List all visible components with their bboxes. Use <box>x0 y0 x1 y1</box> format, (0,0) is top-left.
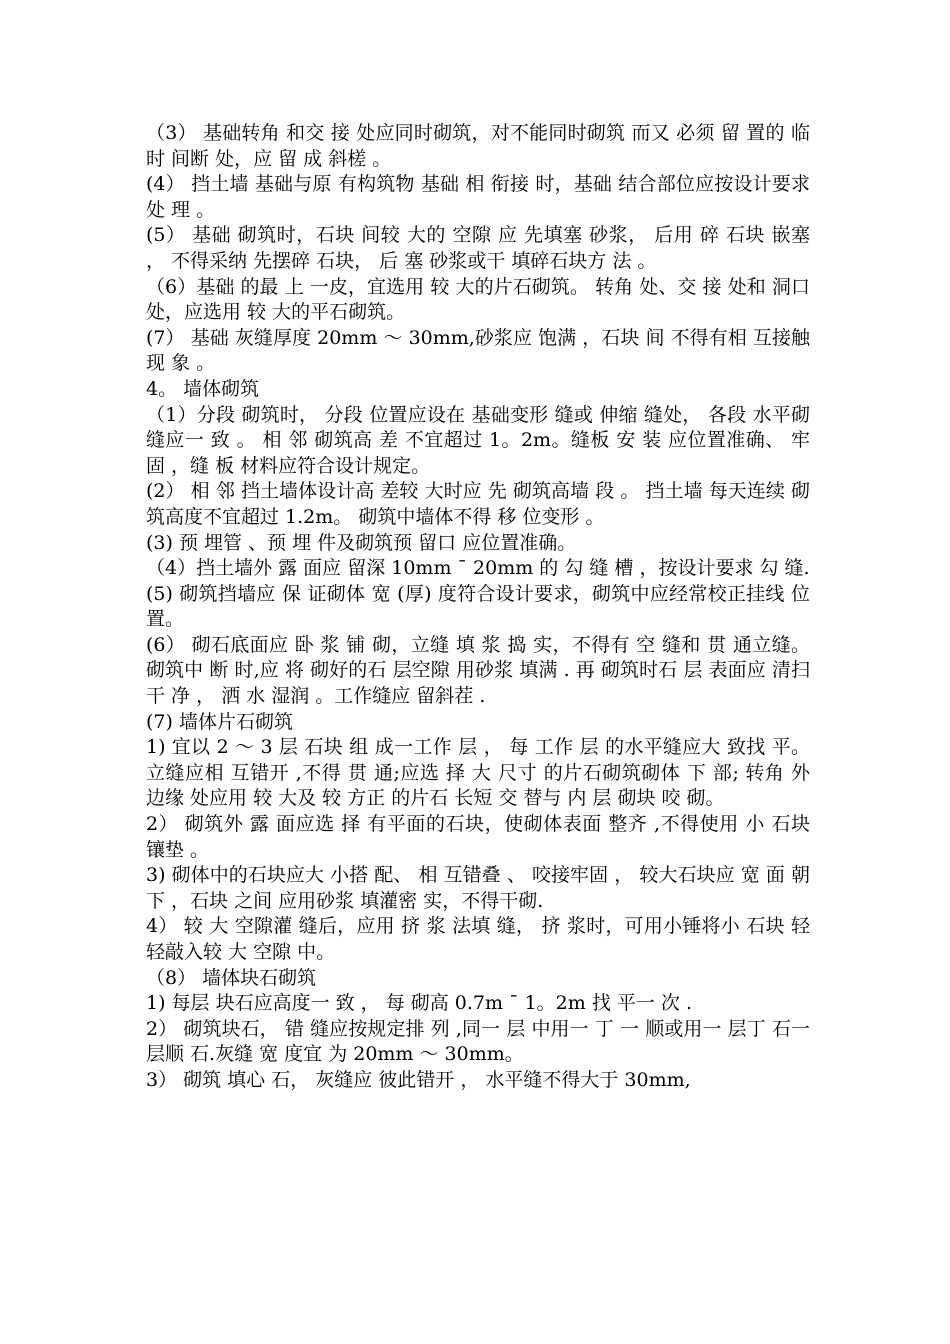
paragraph-wall-thickness: (5) 砌筑挡墙应 保 证砌体 宽 (厚) 度符合设计要求，砌筑中应经常校正挂线 位置。 <box>146 582 810 631</box>
paragraph-wall-segments: （1）分段 砌筑时， 分段 位置应设在 基础变形 缝或 伸缩 缝处， 各段 水平砌缝应一 致 。 相 邻 砌筑高 差 不宜超过 1。2m。缝板 安 装 应位置准确、 牢固 ，缝 板 材料应符合设计规定。 <box>146 403 810 477</box>
paragraph-exposed-joints: （4）挡土墙外 露 面应 留深 10mm ¯ 20mm 的 勾 缝 槽 ，按设计要求 勾 缝. <box>146 557 810 580</box>
paragraph-block-1: 1) 每层 块石应高度一 致 ， 每 砌高 0.7m ¯ 1。2m 找 平一 次 . <box>146 992 692 1015</box>
paragraph-bedding-mortar: (6） 砌石底面应 卧 浆 铺 砌，立缝 填 浆 捣 实，不得有 空 缝和 贯 通立缝。 砌筑中 断 时,应 将 砌好的石 层空隙 用砂浆 填满 . 再 砌筑时石 层 表面应 清扫 干 净 ， 洒 水 湿润 。工作缝应 留斜茬 . <box>146 633 810 708</box>
paragraph-block-3: 3） 砌筑 填心 石， 灰缝应 彼此错开 ， 水平缝不得大于 30mm, <box>146 1068 691 1091</box>
subheading-block-masonry: （8） 墙体块石砌筑 <box>146 966 317 989</box>
paragraph-rubble-1: 1) 宜以 2 ～ 3 层 石块 组 成一工作 层 ， 每 工作 层 的水平缝应大 致找 平。 立缝应相 互错开 ,不得 贯 通;应选 择 大 尺寸 的片石砌筑砌体 下 部; 转角 外 边缘 处应用 较 大及 较 方正 的片石 长短 交 替与 内 层 砌块 咬 砌。 <box>146 736 810 810</box>
section-heading-wall-masonry: 4。 墙体砌筑 <box>146 377 260 400</box>
paragraph-embedded-pipes: (3) 预 埋管 、预 埋 件及砌筑预 留口 应位置准确。 <box>146 531 577 554</box>
paragraph-base-joint: (4） 挡土墙 基础与原 有构筑物 基础 相 衔接 时，基础 结合部位应按设计要求处 理 。 <box>146 173 810 221</box>
paragraph-block-2: 2） 砌筑块石， 错 缝应按规定排 列 ,同一 层 中用一 丁 一 顺或用一 层丁 石一 层顺 石.灰缝 宽 度宜 为 20mm ～ 30mm。 <box>146 1017 810 1066</box>
paragraph-wall-height-diff: (2） 相 邻 挡土墙体设计高 差较 大时应 先 砌筑高墙 段 。 挡土墙 每天连续 砌筑高度不宜超过 1.2m。 砌筑中墙体不得 移 位变形 。 <box>146 480 810 528</box>
paragraph-rubble-4: 4） 较 大 空隙灌 缝后，应用 挤 浆 法填 缝， 挤 浆时，可用小锤将小 石块 轻轻敲入较 大 空隙 中。 <box>146 915 810 963</box>
paragraph-base-gaps: (5） 基础 砌筑时，石块 间较 大的 空隙 应 先填塞 砂浆， 后用 碎 石块 嵌塞 ， 不得采纳 先摆碎 石块， 后 塞 砂浆或干 填碎石块方 法 。 <box>146 224 810 272</box>
paragraph-rubble-2: 2） 砌筑外 露 面应选 择 有平面的石块，使砌体表面 整齐 ,不得使用 小 石块 镶垫 。 <box>146 813 810 861</box>
paragraph-base-mortar: (7） 基础 灰缝厚度 20mm ～ 30mm,砂浆应 饱满 ，石块 间 不得有相 互接触 现 象 。 <box>146 326 810 375</box>
subheading-rubble-masonry: (7) 墙体片石砌筑 <box>146 710 293 733</box>
paragraph-rubble-3: 3) 砌体中的石块应大 小搭 配、 相 互错叠 、 咬接牢固 ， 较大石块应 宽 面 朝下 ，石块 之间 应用砂浆 填灌密 实，不得干砌. <box>146 864 810 912</box>
document-page <box>146 121 810 1094</box>
paragraph-base-top-layer: （6）基础 的最 上 一皮，宜选用 较 大的片石砌筑。 转角 处、交 接 处和 洞口 处，应选用 较 大的平石砌筑。 <box>146 275 810 324</box>
paragraph-base-corner: （3） 基础转角 和交 接 处应同时砌筑，对不能同时砌筑 而又 必须 留 置的 临 时 间断 处，应 留 成 斜槎 。 <box>146 122 810 170</box>
